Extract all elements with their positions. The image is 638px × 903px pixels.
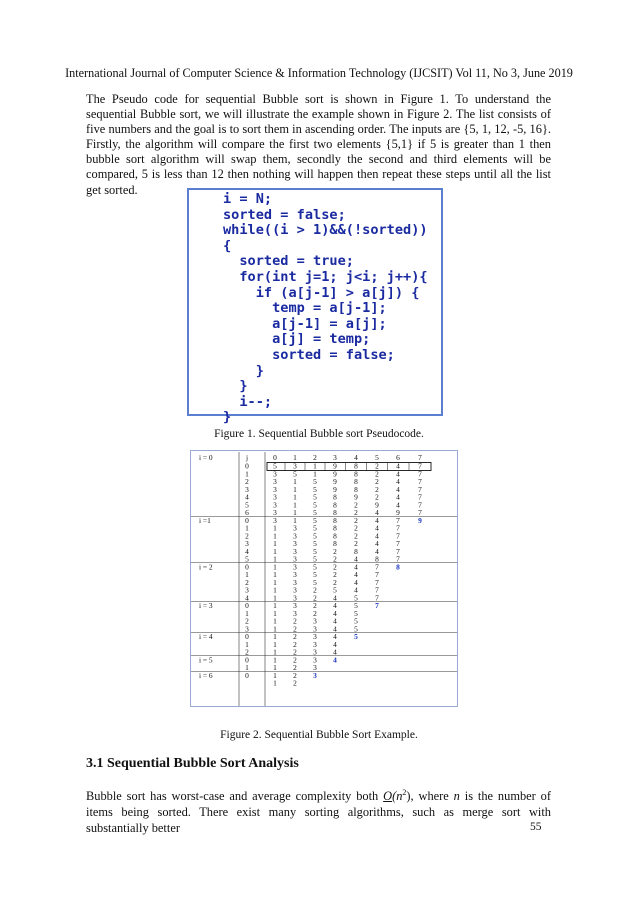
table-cell: 3 bbox=[273, 508, 277, 517]
table-cell: 1 bbox=[273, 570, 277, 579]
journal-header: International Journal of Computer Science & Information Technology (IJCSIT) Vol 11, No 3, June 2019 bbox=[65, 66, 573, 80]
table-cell: 7 bbox=[418, 484, 422, 494]
table-cell: 4 bbox=[375, 523, 379, 533]
code-line: } bbox=[223, 409, 232, 426]
table-cell: 4 bbox=[333, 601, 337, 610]
pseudocode-block bbox=[189, 190, 441, 426]
code-line: } bbox=[223, 378, 248, 395]
table-cell: 3 bbox=[273, 500, 277, 510]
table-cell: 3 bbox=[313, 632, 317, 641]
table-cell: 8 bbox=[354, 469, 358, 479]
table-cell: 5 bbox=[313, 508, 317, 517]
table-cell: 3 bbox=[293, 554, 297, 564]
table-cell: 2 bbox=[313, 585, 317, 595]
table-cell: 8 bbox=[375, 554, 379, 564]
table-cell: 1 bbox=[273, 593, 277, 603]
table-cell: 8 bbox=[333, 500, 337, 510]
big-o: O bbox=[383, 789, 393, 804]
table-cell: 3 bbox=[293, 570, 297, 579]
index-header: 7 bbox=[418, 453, 422, 462]
code-line: sorted = true; bbox=[223, 253, 354, 270]
sorted-cell: 7 bbox=[375, 601, 379, 610]
table-cell: 1 bbox=[273, 624, 277, 634]
table-cell: 7 bbox=[418, 508, 422, 517]
table-cell: 2 bbox=[293, 663, 297, 672]
table-cell: 2 bbox=[354, 508, 358, 517]
table-cell: 2 bbox=[245, 616, 249, 626]
table-cell: 3 bbox=[273, 477, 277, 486]
table-cell: 7 bbox=[418, 469, 422, 479]
table-cell: 9 bbox=[333, 469, 337, 479]
table-cell: 2 bbox=[293, 632, 297, 641]
table-cell: 4 bbox=[375, 515, 379, 525]
table-cell: 1 bbox=[273, 608, 277, 618]
table-cell: 1 bbox=[273, 647, 277, 657]
table-cell: 5 bbox=[313, 531, 317, 541]
table-cell: 2 bbox=[375, 477, 379, 486]
table-cell: 2 bbox=[245, 531, 249, 541]
table-cell: 1 bbox=[273, 531, 277, 541]
figure1-caption: Figure 1. Sequential Bubble sort Pseudocode. bbox=[214, 428, 424, 440]
table-cell: 2 bbox=[313, 593, 317, 603]
table-cell: 1 bbox=[313, 469, 317, 479]
table-cell: 3 bbox=[273, 515, 277, 525]
table-cell: 2 bbox=[313, 608, 317, 618]
table-cell: 2 bbox=[333, 577, 337, 587]
table-cell: 3 bbox=[293, 546, 297, 556]
table-cell: 8 bbox=[354, 546, 358, 556]
table-cell: 3 bbox=[313, 647, 317, 657]
table-cell: 3 bbox=[273, 492, 277, 502]
code-line: i--; bbox=[223, 393, 273, 410]
table-cell: 7 bbox=[418, 477, 422, 486]
table-cell: 7 bbox=[375, 593, 379, 603]
table-cell: 1 bbox=[273, 539, 277, 548]
table-cell: 4 bbox=[333, 608, 337, 618]
table-cell: 5 bbox=[245, 554, 249, 564]
table-cell: 8 bbox=[354, 477, 358, 486]
table-cell: 7 bbox=[396, 539, 400, 548]
table-cell: 3 bbox=[313, 655, 317, 665]
n-var: n bbox=[453, 789, 460, 804]
code-line: while((i > 1)&&(!sorted)) bbox=[223, 222, 428, 239]
table-cell: 2 bbox=[293, 624, 297, 634]
table-cell: 1 bbox=[293, 484, 297, 494]
table-cell: 9 bbox=[396, 508, 400, 517]
table-cell: 3 bbox=[293, 593, 297, 603]
table-cell: 8 bbox=[333, 508, 337, 517]
table-cell: 3 bbox=[293, 531, 297, 541]
table-cell: 4 bbox=[333, 639, 337, 649]
table-cell: 5 bbox=[354, 593, 358, 603]
table-cell: 2 bbox=[333, 562, 337, 572]
table-cell: 4 bbox=[375, 539, 379, 548]
pass-label: i = 6 bbox=[199, 670, 213, 680]
table-cell: 3 bbox=[293, 601, 297, 610]
table-cell: 8 bbox=[333, 492, 337, 502]
table-cell: 9 bbox=[333, 484, 337, 494]
table-cell: 5 bbox=[313, 539, 317, 548]
index-header: 5 bbox=[375, 453, 379, 462]
table-cell: 2 bbox=[293, 616, 297, 626]
bubble-sort-table bbox=[191, 451, 457, 706]
table-cell: 7 bbox=[396, 531, 400, 541]
table-cell: 5 bbox=[313, 546, 317, 556]
table-cell: 2 bbox=[293, 655, 297, 665]
sorted-cell: 4 bbox=[333, 655, 337, 665]
table-cell: 1 bbox=[273, 663, 277, 672]
sorted-cell: 5 bbox=[354, 632, 358, 641]
table-cell: 3 bbox=[245, 624, 249, 634]
table-cell: 3 bbox=[293, 577, 297, 587]
table-cell: 2 bbox=[375, 461, 379, 471]
table-cell: 4 bbox=[333, 624, 337, 634]
table-cell: 1 bbox=[273, 632, 277, 641]
n-var: (n bbox=[392, 789, 403, 804]
table-cell: 4 bbox=[396, 469, 400, 479]
table-cell: 4 bbox=[396, 477, 400, 486]
table-cell: 1 bbox=[273, 670, 277, 680]
table-cell: 3 bbox=[245, 484, 249, 494]
table-cell: 5 bbox=[313, 500, 317, 510]
table-cell: 0 bbox=[245, 655, 249, 665]
table-cell: 1 bbox=[273, 678, 277, 688]
table-cell: 5 bbox=[354, 608, 358, 618]
table-cell: 0 bbox=[245, 461, 249, 471]
code-line: sorted = false; bbox=[223, 346, 395, 363]
table-cell: 1 bbox=[245, 523, 249, 533]
sorted-cell: 9 bbox=[418, 515, 422, 525]
pass-label: i = 5 bbox=[199, 655, 213, 665]
pass-label: i = 3 bbox=[199, 601, 213, 610]
table-cell: 4 bbox=[245, 546, 249, 556]
code-line: for(int j=1; j<i; j++){ bbox=[223, 268, 428, 285]
table-cell: 7 bbox=[375, 562, 379, 572]
table-cell: 2 bbox=[245, 577, 249, 587]
analysis-paragraph bbox=[86, 785, 551, 836]
table-cell: 5 bbox=[354, 624, 358, 634]
intro-paragraph: The Pseudo code for sequential Bubble sort is shown in Figure 1. To understand the sequential Bubble sort, we will illustrate the example shown in Figure 2. The list consists of five numbers and the goal is to sort them in ascending order. The inputs are {5, 1, 12, -5, 16}. Firstly, the algorithm will compare the first two elements {5,1} if 5 is greater than 1 then bubble sort algorithm will swap them, secondly the second and third elements will be compared, 5 is less than 12 then nothing will happen then repeat these steps until all the list get sorted. bbox=[86, 92, 551, 197]
table-cell: 4 bbox=[354, 570, 358, 579]
table-cell: 4 bbox=[396, 492, 400, 502]
table-cell: 4 bbox=[245, 492, 249, 502]
table-cell: 1 bbox=[313, 461, 317, 471]
index-header: 3 bbox=[333, 453, 337, 462]
table-cell: 2 bbox=[375, 492, 379, 502]
table-cell: 2 bbox=[293, 647, 297, 657]
table-cell: 4 bbox=[396, 500, 400, 510]
table-cell: 3 bbox=[245, 539, 249, 548]
table-cell: 2 bbox=[354, 523, 358, 533]
j-header: j bbox=[245, 453, 249, 462]
code-line: sorted = false; bbox=[223, 206, 346, 223]
code-line: } bbox=[223, 362, 264, 379]
section-heading: 3.1 Sequential Bubble Sort Analysis bbox=[86, 756, 299, 771]
table-cell: 2 bbox=[293, 678, 297, 688]
table-cell: 5 bbox=[313, 484, 317, 494]
table-cell: 3 bbox=[313, 616, 317, 626]
table-cell: 1 bbox=[293, 477, 297, 486]
table-cell: 4 bbox=[375, 546, 379, 556]
table-cell: 4 bbox=[333, 593, 337, 603]
index-header: 6 bbox=[396, 453, 400, 462]
table-cell: 1 bbox=[245, 639, 249, 649]
table-cell: 1 bbox=[273, 601, 277, 610]
bubble-sort-table-figure bbox=[190, 450, 458, 707]
table-cell: 8 bbox=[333, 539, 337, 548]
table-cell: 4 bbox=[375, 508, 379, 517]
table-cell: 4 bbox=[375, 531, 379, 541]
table-cell: 7 bbox=[375, 585, 379, 595]
table-cell: 8 bbox=[333, 515, 337, 525]
table-cell: 8 bbox=[333, 523, 337, 533]
table-cell: 2 bbox=[333, 546, 337, 556]
table-cell: 1 bbox=[293, 515, 297, 525]
code-line: if (a[j-1] > a[j]) { bbox=[223, 284, 420, 301]
table-cell: 3 bbox=[293, 608, 297, 618]
table-cell: 4 bbox=[354, 562, 358, 572]
table-cell: 0 bbox=[245, 515, 249, 525]
table-cell: 3 bbox=[293, 585, 297, 595]
table-cell: 2 bbox=[333, 554, 337, 564]
code-line: temp = a[j-1]; bbox=[223, 300, 387, 317]
table-cell: 2 bbox=[245, 647, 249, 657]
table-cell: 7 bbox=[396, 554, 400, 564]
table-cell: 2 bbox=[354, 515, 358, 525]
table-cell: 4 bbox=[354, 585, 358, 595]
table-cell: 1 bbox=[245, 608, 249, 618]
code-line: a[j] = temp; bbox=[223, 331, 371, 348]
table-cell: 7 bbox=[418, 492, 422, 502]
table-cell: 4 bbox=[354, 577, 358, 587]
code-line: a[j-1] = a[j]; bbox=[223, 315, 387, 332]
code-line: { bbox=[223, 237, 232, 254]
pass-label: i = 2 bbox=[199, 562, 213, 572]
input-array-box bbox=[267, 463, 431, 471]
text-run: Bubble sort has worst-case and average complexity both bbox=[86, 789, 384, 804]
table-cell: 3 bbox=[313, 639, 317, 649]
table-cell: 3 bbox=[273, 469, 277, 479]
table-cell: 2 bbox=[293, 670, 297, 680]
table-cell: 1 bbox=[273, 655, 277, 665]
pseudocode-figure bbox=[187, 188, 443, 426]
table-cell: 3 bbox=[293, 461, 297, 471]
table-cell: 5 bbox=[313, 477, 317, 486]
table-cell: 2 bbox=[375, 484, 379, 494]
table-cell: 0 bbox=[245, 670, 249, 680]
table-cell: 3 bbox=[273, 484, 277, 494]
table-cell: 1 bbox=[273, 577, 277, 587]
table-cell: 4 bbox=[396, 461, 400, 471]
table-cell: 6 bbox=[245, 508, 249, 517]
index-header: 1 bbox=[293, 453, 297, 462]
table-cell: 5 bbox=[313, 577, 317, 587]
table-cell: 1 bbox=[245, 469, 249, 479]
table-cell: 1 bbox=[273, 546, 277, 556]
table-cell: 5 bbox=[293, 469, 297, 479]
table-cell: 9 bbox=[333, 477, 337, 486]
table-cell: 2 bbox=[375, 469, 379, 479]
table-cell: 1 bbox=[273, 585, 277, 595]
table-cell: 4 bbox=[333, 616, 337, 626]
sorted-cell: 8 bbox=[396, 562, 400, 572]
table-cell: 0 bbox=[245, 632, 249, 641]
table-cell: 1 bbox=[293, 508, 297, 517]
table-cell: 7 bbox=[396, 546, 400, 556]
figure2-caption: Figure 2. Sequential Bubble Sort Example. bbox=[220, 729, 418, 741]
table-cell: 5 bbox=[313, 570, 317, 579]
table-cell: 5 bbox=[354, 616, 358, 626]
table-cell: 5 bbox=[313, 562, 317, 572]
table-cell: 2 bbox=[293, 639, 297, 649]
table-cell: 7 bbox=[396, 523, 400, 533]
table-cell: 3 bbox=[313, 663, 317, 672]
table-cell: 3 bbox=[293, 523, 297, 533]
table-cell: 9 bbox=[375, 500, 379, 510]
index-header: 0 bbox=[273, 453, 277, 462]
index-header: 2 bbox=[313, 453, 317, 462]
table-cell: 7 bbox=[396, 515, 400, 525]
exponent: 2 bbox=[402, 788, 407, 797]
table-cell: 1 bbox=[273, 554, 277, 564]
table-cell: 1 bbox=[245, 570, 249, 579]
table-cell: 0 bbox=[245, 562, 249, 572]
table-cell: 1 bbox=[273, 523, 277, 533]
table-cell: 5 bbox=[313, 554, 317, 564]
table-cell: 4 bbox=[396, 484, 400, 494]
code-line: i = N; bbox=[223, 191, 273, 207]
table-cell: 5 bbox=[313, 523, 317, 533]
table-cell: 3 bbox=[293, 539, 297, 548]
table-cell: 1 bbox=[293, 500, 297, 510]
table-cell: 5 bbox=[333, 585, 337, 595]
text-run: ), where bbox=[406, 789, 454, 804]
table-cell: 1 bbox=[293, 492, 297, 502]
table-cell: 1 bbox=[273, 639, 277, 649]
index-header: 4 bbox=[354, 453, 358, 462]
table-cell: 2 bbox=[313, 601, 317, 610]
table-cell: 2 bbox=[354, 500, 358, 510]
table-cell: 8 bbox=[354, 484, 358, 494]
table-cell: 7 bbox=[418, 461, 422, 471]
table-cell: 7 bbox=[375, 577, 379, 587]
table-cell: 3 bbox=[293, 562, 297, 572]
table-cell: 5 bbox=[313, 515, 317, 525]
table-cell: 1 bbox=[245, 663, 249, 672]
table-cell: 2 bbox=[354, 531, 358, 541]
pass-label: i = 4 bbox=[199, 632, 213, 641]
table-cell: 3 bbox=[245, 585, 249, 595]
table-cell: 9 bbox=[354, 492, 358, 502]
table-cell: 9 bbox=[333, 461, 337, 471]
table-cell: 1 bbox=[273, 616, 277, 626]
table-cell: 5 bbox=[354, 601, 358, 610]
table-cell: 5 bbox=[313, 492, 317, 502]
pass-label: i = 0 bbox=[199, 453, 213, 462]
table-cell: 8 bbox=[333, 531, 337, 541]
table-cell: 3 bbox=[313, 624, 317, 634]
table-cell: 5 bbox=[245, 500, 249, 510]
table-cell: 8 bbox=[354, 461, 358, 471]
table-cell: 0 bbox=[245, 601, 249, 610]
table-cell: 2 bbox=[333, 570, 337, 579]
table-cell: 7 bbox=[418, 500, 422, 510]
text-run: is the number of items being sorted. There exist many sorting algorithms, such as merge sort with substantially better bbox=[86, 789, 551, 836]
table-cell: 2 bbox=[245, 477, 249, 486]
table-cell: 7 bbox=[375, 570, 379, 579]
pass-label: i =1 bbox=[199, 515, 211, 525]
table-cell: 1 bbox=[273, 562, 277, 572]
table-cell: 4 bbox=[333, 647, 337, 657]
table-cell: 2 bbox=[354, 539, 358, 548]
page-number: 55 bbox=[530, 821, 542, 833]
table-cell: 4 bbox=[245, 593, 249, 603]
table-cell: 4 bbox=[354, 554, 358, 564]
sorted-cell: 3 bbox=[313, 670, 317, 680]
table-cell: 4 bbox=[333, 632, 337, 641]
table-cell: 5 bbox=[273, 461, 277, 471]
